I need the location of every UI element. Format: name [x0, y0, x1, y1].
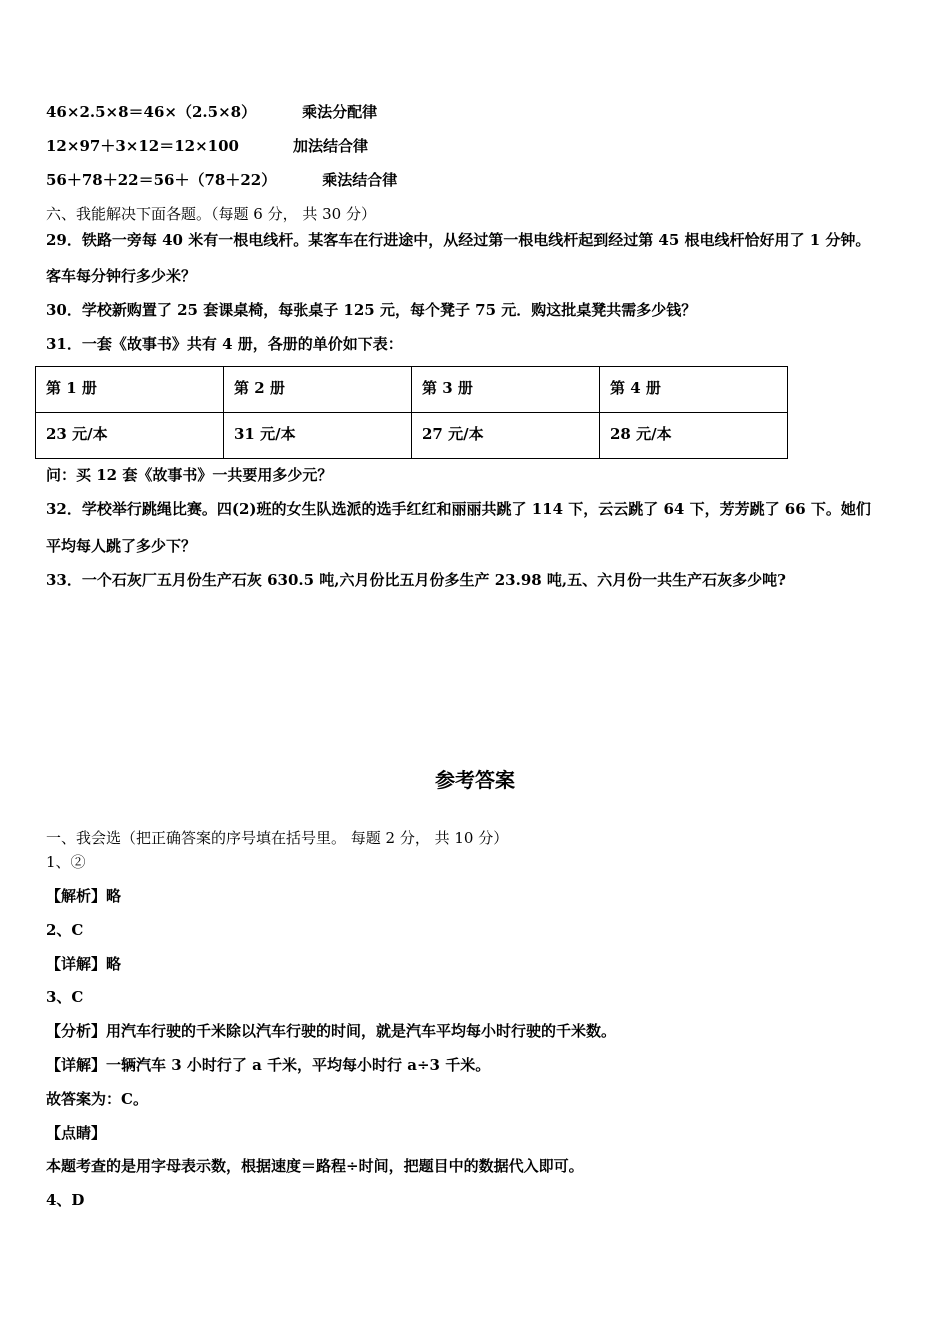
- table-cell: 28 元/本: [600, 413, 788, 459]
- law-name: 乘法结合律: [322, 171, 398, 189]
- answer-1: 1、②: [46, 853, 86, 871]
- question-29-line-2: 客车每分钟行多少米？: [46, 267, 197, 285]
- table-cell: 第 4 册: [600, 367, 788, 413]
- law-expression: 46×2.5×8＝46×（2.5×8）: [46, 103, 257, 121]
- question-29-line-1: 29．铁路一旁每 40 米有一根电线杆。某客车在行进途中，从经过第一根电线杆起到经过第 45 根电线杆恰好用了 1 分钟。: [46, 231, 871, 249]
- answer-3-conclusion: 故答案为：C。: [46, 1090, 148, 1108]
- table-cell: 第 1 册: [36, 367, 224, 413]
- answer-title: 参考答案: [435, 768, 515, 792]
- answer-3-analysis: 【分析】用汽车行驶的千米除以汽车行驶的时间，就是汽车平均每小时行驶的千米数。: [46, 1022, 617, 1040]
- answer-3-tip-label: 【点睛】: [46, 1124, 107, 1142]
- law-expression: 12×97＋3×12＝12×100: [46, 137, 239, 155]
- answer-2-note: 【详解】略: [46, 955, 122, 973]
- law-row-1: [46, 102, 377, 122]
- law-name: 乘法分配律: [302, 103, 378, 121]
- law-expression: 56＋78＋22＝56＋（78＋22）: [46, 171, 277, 189]
- law-row-3: [46, 170, 397, 190]
- answer-3-detail: 【详解】一辆汽车 3 小时行了 a 千米，平均每小时行 a÷3 千米。: [46, 1056, 491, 1074]
- answer-4: 4、D: [46, 1191, 85, 1209]
- answer-section-1-heading: 一、我会选（把正确答案的序号填在括号里。 每题 2 分， 共 10 分）: [46, 829, 509, 847]
- question-32-line-2: 平均每人跳了多少下？: [46, 537, 197, 555]
- question-31-ask: 问：买 12 套《故事书》一共要用多少元？: [46, 466, 333, 484]
- answer-2: 2、C: [46, 921, 84, 939]
- law-name: 加法结合律: [292, 137, 368, 155]
- answer-3-tip: 本题考查的是用字母表示数，根据速度＝路程÷时间，把题目中的数据代入即可。: [46, 1157, 584, 1175]
- question-30: 30．学校新购置了 25 套课桌椅，每张桌子 125 元，每个凳子 75 元．购这批桌凳共需多少钱？: [46, 301, 697, 319]
- table-cell: 27 元/本: [412, 413, 600, 459]
- table-cell: 第 2 册: [224, 367, 412, 413]
- table-cell: 第 3 册: [412, 367, 600, 413]
- question-31: 31．一套《故事书》共有 4 册，各册的单价如下表：: [46, 335, 403, 353]
- table-price-row: [36, 413, 788, 459]
- answer-1-note: 【解析】略: [46, 887, 122, 905]
- book-price-table: [35, 366, 788, 459]
- section-6-heading: 六、我能解决下面各题。（每题 6 分， 共 30 分）: [46, 205, 376, 223]
- table-cell: 23 元/本: [36, 413, 224, 459]
- table-cell: 31 元/本: [224, 413, 412, 459]
- question-33: 33．一个石灰厂五月份生产石灰 630.5 吨,六月份比五月份多生产 23.98 吨,五、六月份一共生产石灰多少吨?: [46, 571, 786, 589]
- answer-3: 3、C: [46, 988, 84, 1006]
- question-32-line-1: 32．学校举行跳绳比赛。四(2)班的女生队选派的选手红红和丽丽共跳了 114 下，云云跳了 64 下，芳芳跳了 66 下。她们: [46, 500, 871, 518]
- table-header-row: [36, 367, 788, 413]
- law-row-2: [46, 136, 368, 156]
